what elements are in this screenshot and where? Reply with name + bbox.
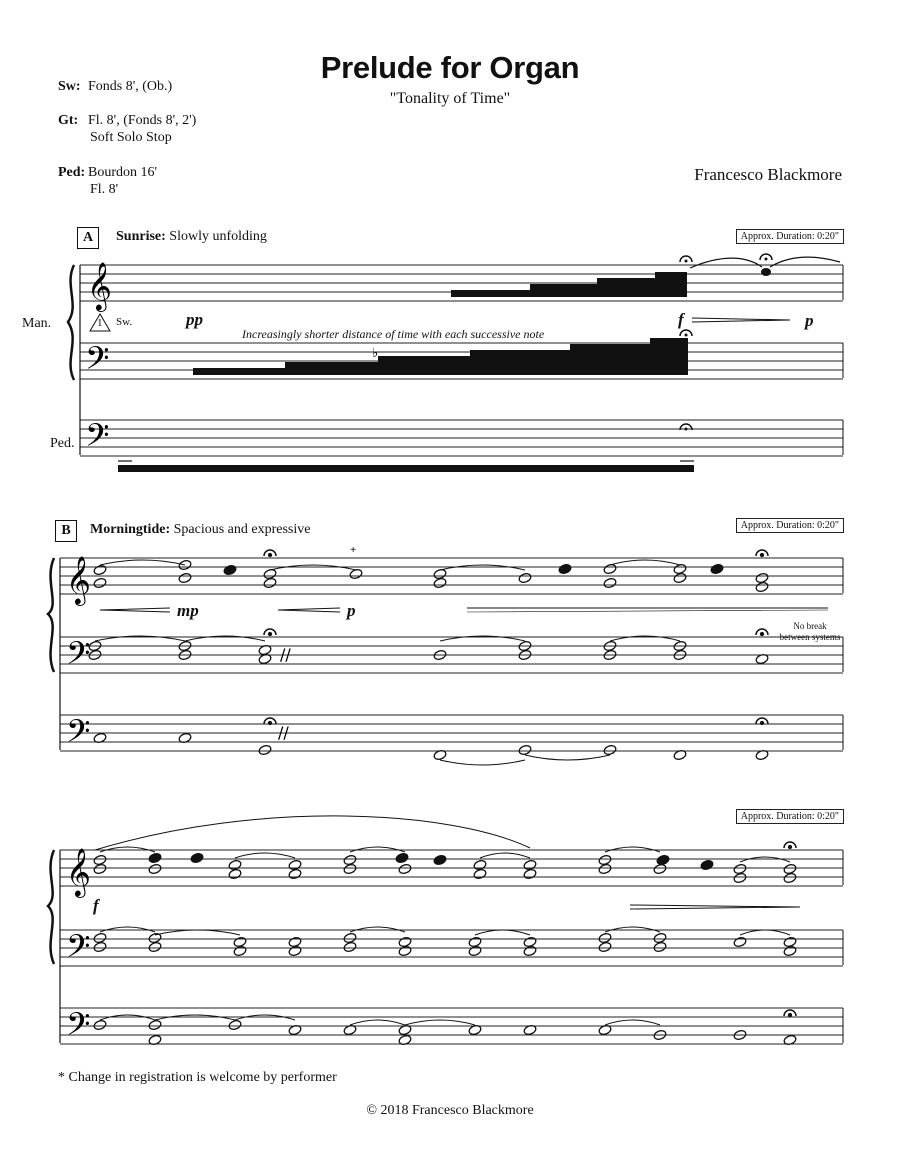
registration-stop: Fl. 8' xyxy=(90,182,119,197)
notehead xyxy=(233,936,247,948)
page-subtitle: "Tonality of Time" xyxy=(389,90,511,107)
registration-manual-sw: Sw: xyxy=(58,79,81,94)
notehead xyxy=(700,859,714,871)
fermata-dot xyxy=(789,846,792,849)
tie xyxy=(440,565,525,570)
swell-marker-number: 1 xyxy=(97,317,103,329)
fermata-dot xyxy=(269,554,272,557)
notehead xyxy=(558,563,572,575)
page-title: Prelude for Organ xyxy=(320,50,580,85)
manual-label: Man. xyxy=(22,316,52,331)
registration-stop: Fonds 8', (Ob.) xyxy=(88,79,173,94)
copyright: © 2018 Francesco Blackmore xyxy=(366,1103,534,1118)
tie xyxy=(605,927,660,932)
brace xyxy=(48,558,54,672)
notehead xyxy=(518,744,532,756)
notehead xyxy=(733,936,747,948)
treble-clef: 𝄞 xyxy=(87,261,112,310)
svg-text://: // xyxy=(278,723,289,742)
registration-manual-ped: Ped: xyxy=(58,165,86,180)
tempo-marking-a xyxy=(116,229,267,245)
footnote: * Change in registration is welcome by performer xyxy=(58,1070,337,1085)
notehead xyxy=(148,863,162,875)
treble-clef: 𝄞 xyxy=(66,555,91,604)
notehead xyxy=(783,936,797,948)
ornament-plus: + xyxy=(350,544,357,556)
fermata-dot xyxy=(761,554,764,557)
brace xyxy=(48,850,54,964)
notehead xyxy=(518,572,532,584)
pedal-label: Ped. xyxy=(50,436,75,451)
notehead xyxy=(783,872,797,884)
notehead xyxy=(473,859,487,871)
registration-manual-gt: Gt: xyxy=(58,113,79,128)
fermata-dot xyxy=(789,1014,792,1017)
rehearsal-mark-a: A xyxy=(77,227,99,249)
treble-clef: 𝄞 xyxy=(66,847,91,896)
notehead xyxy=(395,852,409,864)
tie xyxy=(100,847,155,852)
composer-name: Francesco Blackmore xyxy=(694,165,842,184)
bass-clef: 𝄢 xyxy=(66,635,91,679)
dynamic-mp: mp xyxy=(177,601,199,620)
tie xyxy=(350,927,405,932)
tie xyxy=(480,853,530,858)
notehead xyxy=(398,936,412,948)
tempo-text: Spacious and expressive xyxy=(173,522,311,537)
bass-clef: 𝄢 xyxy=(66,928,91,972)
tie xyxy=(235,1015,295,1020)
swell-text: Sw. xyxy=(116,316,133,328)
tie xyxy=(350,847,405,852)
no-break-line: between systems xyxy=(779,632,841,642)
tie xyxy=(100,560,185,565)
notehead xyxy=(598,854,612,866)
notehead xyxy=(343,941,357,953)
notehead xyxy=(228,868,242,880)
staff-lines xyxy=(60,265,843,1044)
notehead xyxy=(233,945,247,957)
notehead xyxy=(673,572,687,584)
notehead xyxy=(473,868,487,880)
notehead xyxy=(93,932,107,944)
notehead xyxy=(148,1019,162,1031)
tie xyxy=(405,1020,475,1025)
notehead xyxy=(783,945,797,957)
system-a xyxy=(68,254,843,472)
tempo-text: Slowly unfolding xyxy=(169,229,267,244)
tempo-name: Sunrise: xyxy=(116,229,166,244)
notehead xyxy=(468,936,482,948)
notehead xyxy=(433,577,447,589)
notehead xyxy=(598,941,612,953)
notehead xyxy=(190,852,204,864)
bass-clef: 𝄢 xyxy=(85,417,110,461)
notehead xyxy=(343,854,357,866)
dynamic-f: f xyxy=(93,896,99,915)
tempo-name: Morningtide: xyxy=(90,522,171,537)
notehead xyxy=(653,941,667,953)
tempo-marking-b xyxy=(90,522,310,538)
no-break-note xyxy=(770,621,850,643)
tie xyxy=(440,760,525,765)
dynamic-f: f xyxy=(678,310,684,329)
bass-clef: 𝄢 xyxy=(66,1006,91,1050)
notehead xyxy=(288,859,302,871)
notehead xyxy=(93,564,107,576)
dynamic-p: p xyxy=(805,311,814,330)
notehead xyxy=(653,932,667,944)
dynamic-p: p xyxy=(347,601,356,620)
tie xyxy=(475,930,530,935)
tie xyxy=(155,1015,235,1020)
notehead xyxy=(228,859,242,871)
tie xyxy=(740,930,790,935)
svg-text:♭: ♭ xyxy=(372,346,379,361)
registration-stop: Bourdon 16' xyxy=(88,165,158,180)
notehead xyxy=(656,854,670,866)
notehead xyxy=(93,854,107,866)
notehead xyxy=(93,1019,107,1031)
tie xyxy=(270,565,356,570)
tie xyxy=(605,847,660,852)
notehead xyxy=(523,859,537,871)
notehead xyxy=(783,863,797,875)
tie xyxy=(350,1020,405,1025)
notehead xyxy=(398,863,412,875)
notehead xyxy=(263,577,277,589)
rehearsal-mark-b: B xyxy=(55,520,77,542)
notehead xyxy=(288,936,302,948)
bass-clef: 𝄢 xyxy=(85,340,110,384)
notehead xyxy=(228,1019,242,1031)
notehead xyxy=(148,852,162,864)
notehead xyxy=(93,863,107,875)
tie xyxy=(100,927,155,932)
notehead xyxy=(258,744,272,756)
system-c xyxy=(48,816,843,1050)
notehead xyxy=(523,936,537,948)
performance-instruction: Increasingly shorter distance of time with each successive note xyxy=(242,327,545,341)
notehead xyxy=(653,863,667,875)
notehead xyxy=(710,563,724,575)
notehead xyxy=(733,872,747,884)
registration-stop: Soft Solo Stop xyxy=(90,130,172,145)
fermata-dot xyxy=(269,633,272,636)
notehead xyxy=(468,945,482,957)
tie xyxy=(155,930,240,935)
dynamic-pp: pp xyxy=(186,310,203,329)
duration-box-b: Approx. Duration: 0:20" xyxy=(736,518,844,533)
fermata-dot xyxy=(761,633,764,636)
notehead xyxy=(178,572,192,584)
registration-stop: Fl. 8', (Fonds 8', 2') xyxy=(88,113,197,128)
notehead xyxy=(733,863,747,875)
notehead xyxy=(598,932,612,944)
notehead xyxy=(755,572,769,584)
notehead xyxy=(343,932,357,944)
notehead xyxy=(343,863,357,875)
notehead xyxy=(148,941,162,953)
notehead xyxy=(223,564,237,576)
fermata-dot xyxy=(269,722,272,725)
svg-text://: // xyxy=(280,645,291,664)
notehead xyxy=(93,577,107,589)
tie xyxy=(740,857,790,862)
tie xyxy=(100,1015,155,1020)
no-break-line: No break xyxy=(793,621,827,631)
notehead xyxy=(598,863,612,875)
notehead xyxy=(433,854,447,866)
notehead xyxy=(523,945,537,957)
tie xyxy=(610,560,680,565)
duration-box-a: Approx. Duration: 0:20" xyxy=(736,229,844,244)
fermata-dot xyxy=(761,722,764,725)
notehead xyxy=(755,581,769,593)
brace xyxy=(68,265,74,380)
notehead xyxy=(288,868,302,880)
notehead xyxy=(523,868,537,880)
notehead xyxy=(603,577,617,589)
tie xyxy=(235,853,295,858)
tie xyxy=(525,755,610,760)
tie xyxy=(605,1020,660,1025)
notehead xyxy=(603,744,617,756)
notehead xyxy=(398,945,412,957)
bass-clef: 𝄢 xyxy=(66,713,91,757)
notehead xyxy=(93,941,107,953)
duration-box-c: Approx. Duration: 0:20" xyxy=(736,809,844,824)
notehead xyxy=(288,945,302,957)
